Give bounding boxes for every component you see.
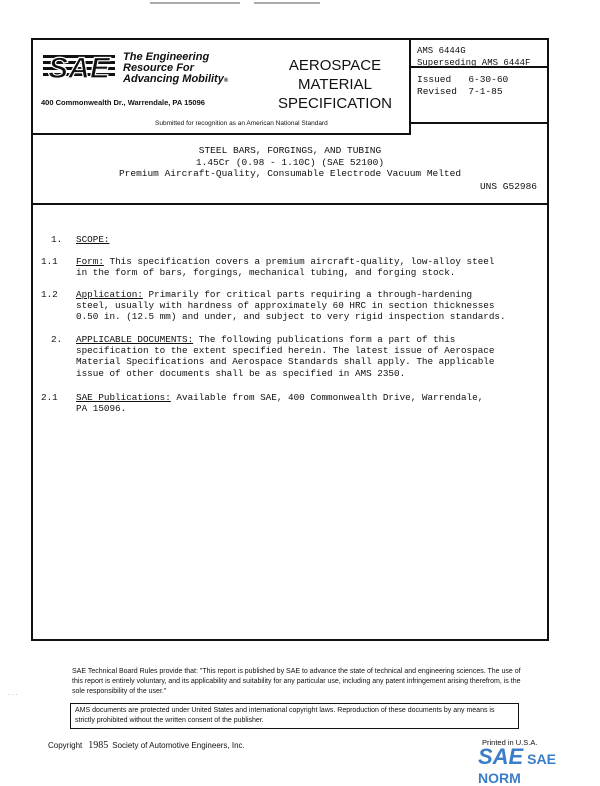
printed-in-usa: Printed in U.S.A. bbox=[482, 738, 538, 747]
superseding-note: Superseding AMS 6444F bbox=[417, 58, 531, 68]
ams-copyright-notice: AMS documents are protected under United States and international copyright laws. Reproduction of these documents by any means is strictly prohibited without the written consent of the publisher. bbox=[70, 703, 519, 729]
top-edge-marks bbox=[0, 0, 600, 6]
revised-date: 7-1-85 bbox=[468, 86, 503, 97]
uns-number: UNS G52986 bbox=[479, 181, 537, 192]
document-number: AMS 6444G bbox=[417, 46, 466, 56]
issued-date: 6-30-60 bbox=[468, 74, 509, 85]
ansi-submission-note: Submitted for recognition as an American National Standard bbox=[155, 120, 328, 127]
sae-tagline: The Engineering Resource For Advancing Mobility® bbox=[123, 51, 229, 85]
sae-logo-icon bbox=[43, 51, 115, 83]
document-number-box bbox=[411, 40, 549, 68]
issue-dates-box bbox=[411, 68, 549, 124]
technical-board-notice: SAE Technical Board Rules provide that: "This report is published by SAE to advance the state of technical and engineering sciences. The use of this report is entirely voluntary, and its applicability and suitability for any particular use, including any patent infringement arising therefrom, is the sole responsibility of the user." bbox=[72, 668, 521, 695]
subject-line: 1.45Cr (0.98 - 1.10C) (SAE 52100) bbox=[195, 156, 385, 168]
document-type-title: AEROSPACE MATERIAL SPECIFICATION bbox=[278, 57, 392, 112]
subject-line: Premium Aircraft-Quality, Consumable Electrode Vacuum Melted bbox=[118, 168, 462, 179]
margin-mark: · · · bbox=[8, 692, 18, 698]
subject-block bbox=[33, 135, 547, 205]
subject-line: STEEL BARS, FORGINGS, AND TUBING bbox=[198, 145, 382, 156]
sae-address: 400 Commonwealth Dr., Warrendale, PA 15096 bbox=[41, 98, 205, 107]
svg-text:SAE: SAE bbox=[48, 52, 110, 83]
issued-label: Issued bbox=[417, 74, 452, 85]
sae-norm-watermark: SAE SAE NORM bbox=[478, 744, 556, 786]
revised-label: Revised bbox=[417, 86, 457, 97]
header-left bbox=[33, 40, 411, 135]
copyright-line: Copyright 1985 Society of Automotive Engineers, Inc. bbox=[48, 740, 245, 751]
specification-frame: SAE The Engineering Resource For Advancing Mobility® 400 Commonwealth Dr., Warrendale, PA 15096 AEROSPACE MATERIAL SPECIFICATION Submitted for recognition as an American National Standard AMS 6444G Superseding AMS 6444F Issued 6-30-60 Revised 7-1-85 STEEL BARS, FORGINGS, AND TUBING 1.45Cr (0.98 - 1.10C) (SAE 52100) Premium Aircraft-Quality, Consumable Electrode Vacuum Melted UNS G52986 1. SCOPE: 1.1 Form: This specification covers a premium aircraft-quality, low-alloy steel in the form of bars, forgings, mechanical tubing, and forging stock. 1.2 Application: Primarily for critical parts requiring a through-hardening steel, usually with hardness of approximately 60 HRC in section thicknesses 0.50 in. (12.5 mm) and under, and subject to very rigid inspection standards. 2. APPLICABLE DOCUMENTS: The following publications form a part of this specification to the extent specified herein. The latest issue of Aerospace Material Specifications and Aerospace Standards shall apply. The applicable issue of other documents shall be as specified in AMS 2350. 2.1 SAE Publications: Available from SAE, 400 Commonwealth Drive, Warrendale, PA 15096. bbox=[31, 38, 549, 641]
